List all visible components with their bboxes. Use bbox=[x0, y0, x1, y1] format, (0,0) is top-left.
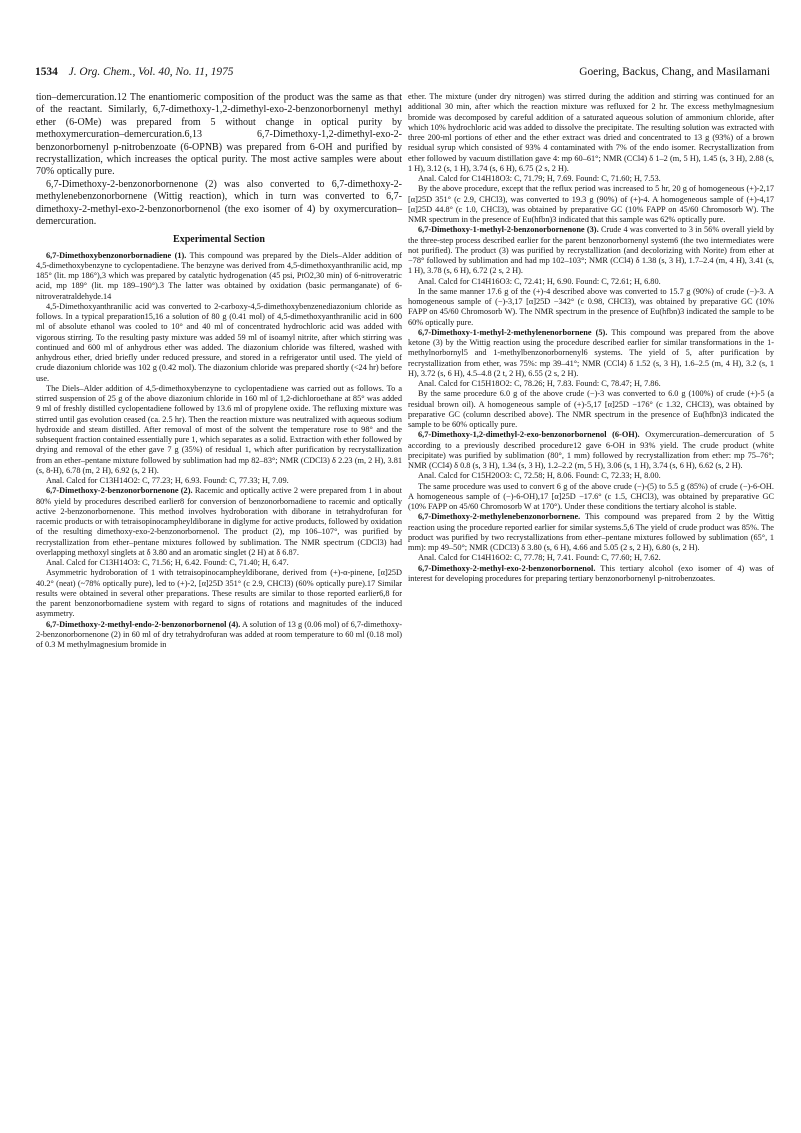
paragraph bbox=[408, 553, 774, 563]
paragraph-title: 6,7-Dimethoxybenzonorbornadiene (1). bbox=[46, 250, 187, 260]
paragraph bbox=[408, 184, 774, 225]
experimental-paragraphs bbox=[408, 92, 774, 584]
paragraph-text: 4,5-Dimethoxyanthranilic acid was converted to 2-carboxy-4,5-dimethoxybenzenediazonium chloride as follows. In a typical preparation15,16 a solution of 80 g (0.41 mol) of 4,5-dimethoxyanthranilic acid in 600 ml of absolute ethanol was cooled to 10° and 40 ml of concentrated hydrochloric acid was added with vigorous stirring. To the resulting pasty mixture was added 59 ml of isoamyl nitrite, after which stirring was continued and 600 ml of anhydrous ether was added. The diazonium chloride was filtered, washed with anhydrous ether, dried briefly under reduced pressure, and stored in a refrigerator until used. The yield of crude diazonium chloride was 102 g (0.42 mol). The diazonium chloride was prepared shortly (<24 hr) before use. bbox=[36, 301, 402, 383]
paragraph bbox=[36, 558, 402, 568]
paragraph bbox=[36, 486, 402, 558]
paragraph bbox=[408, 471, 774, 481]
paragraph-text: This compound was prepared from the above ketone (3) by the Wittig reaction using the procedure described earlier for similar transformations in the 1-methylnorbornyl5 and 1-methylbenzonorbornenyl6 systems. The yield of 5, after purification by recrystallization from ether, was 75%: mp 39–41°; NMR (CCl4) δ 1.52 (s, 3 H), 1.6–2.5 (m, 4 H), 3.2 (s, 1 H), 3.72 (s, 6 H), 4.5–4.8 (2 t, 2 H), 6.55 (2 s, 2 H). bbox=[408, 327, 774, 378]
paragraph bbox=[408, 92, 774, 174]
paragraph bbox=[408, 379, 774, 389]
paragraph-text: Asymmetric hydroboration of 1 with tetraisopinocampheyldiborane, derived from (+)-α-pinene, [α]25D 40.2° (neat) (~78% optically pure), led to (+)-2, [α]25D 351° (c 2.9, CHCl3) (60% optically pure).17 Similar results were obtained in several other preparations. These results are similar to those reported earlier6,8 for the parent benzonorbornadiene system with regard to signs of rotations and magnitudes of the induced asymmetry. bbox=[36, 568, 402, 619]
page-number: 1534 bbox=[35, 66, 58, 78]
paragraph-text: In the same manner 17.6 g of the (+)-4 described above was converted to 15.7 g (90%) of crude (−)-3. A homogeneous sample of (−)-3,17 [α]25D −342° (c 0.98, CHCl3), was obtained by preparative GC (10% FAPP on 45/60 Chromosorb W). The NMR spectrum in the presence of Eu(hfbn)3 indicated the sample to be 60% optically pure. bbox=[408, 286, 774, 327]
paragraph bbox=[408, 512, 774, 553]
paragraph bbox=[36, 568, 402, 619]
paragraph-text: Racemic and optically active 2 were prepared from 1 in about 80% yield by procedures described earlier8 for conversion of benzonorbornadiene to racemic and optically active 2-benzonorbornenone. This method involves hydroboration with diborane in tetrahydrofuran for racemic products or with tetraisopinocampheyldiborane in diglyme for active products, followed by oxidation of the resulting dimethoxy-exo-2-benzonorbornenol. The product (2), mp 106–107°, was purified by recrystallization from ether–pentane mixtures followed by sublimation. The NMR spectrum (CDCl3) had overlapping methoxyl singlets at δ 3.80 and an aromatic singlet (2 H) at δ 6.87. bbox=[36, 486, 402, 557]
experimental-paragraphs bbox=[36, 251, 402, 651]
paragraph-text: This compound was prepared by the Diels–Alder addition of 4,5-dimethoxybenzyne to cyclopentadiene. The benzyne was derived from 4,5-dimethoxyanthranilic acid, mp 185° (lit. mp 186°),3 which was prepared by catalytic hydrogenation (45 psi, PtO2,30 min) of 6-nitroveratric acid, mp 189° (lit. mp 189–190°).3 The latter was obtained by oxidation (basic permanganate) of 6-nitroveratraldehyde.14 bbox=[36, 250, 402, 301]
paragraph-text: Oxymercuration–demercuration of 5 according to a previously described procedure12 gave 6-OH in 93% yield. The crude product (white precipitate) was purified by sublimation (80°, 1 mm) followed by recrystallization from ether: mp 75–76°; NMR (CCl4) δ 0.8 (s, 3 H), 1.34 (s, 3 H), 1.2–2.2 (m, 5 H), 3.06 (s, 1 H), 3.74 (s, 6 H), 6.62 (s, 2 H). bbox=[408, 430, 775, 470]
paragraph-text: Anal. Calcd for C15H18O2: C, 78.26; H, 7.83. Found: C, 78.47; H, 7.86. bbox=[418, 379, 661, 388]
paragraph-text: Anal. Calcd for C14H18O3: C, 71.79; H, 7.69. Found: C, 71.60; H, 7.53. bbox=[418, 174, 661, 183]
paragraph-text: By the same procedure 6.0 g of the above crude (−)-3 was converted to 6.0 g (100%) of crude (+)-5 (a residual brown oil). A homogeneous sample of (+)-5,17 [α]25D −176° (c 1.32, CHCl3), was obtained by preparative GC (column described above). The NMR spectrum in the presence of Eu(hfbn)3 indicated the sample to be 60% optically pure. bbox=[408, 389, 774, 429]
paragraph-text: Anal. Calcd for C15H20O3: C, 72.58; H, 8.06. Found: C, 72.33; H, 8.00. bbox=[418, 471, 661, 481]
running-authors: Goering, Backus, Chang, and Masilamani bbox=[579, 66, 770, 78]
right-column bbox=[408, 92, 774, 584]
paragraph bbox=[36, 302, 402, 384]
paragraph-title: 6,7-Dimethoxy-1-methyl-2-methylenenorbornene (5). bbox=[418, 327, 608, 337]
paragraph bbox=[36, 384, 402, 476]
paragraph-text: This tertiary alcohol (exo isomer of 4) was of interest for developing procedures for preparing tertiary benzonorbornenyl p-nitrobenzoates. bbox=[408, 563, 774, 583]
paragraph-text: Anal. Calcd for C13H14O3: C, 71.56; H, 6.42. Found: C, 71.40; H, 6.47. bbox=[46, 558, 289, 568]
paragraph-text: The Diels–Alder addition of 4,5-dimethoxybenzyne to cyclopentadiene was carried out as follows. To a stirred suspension of 25 g of the above diazonium chloride in 160 ml of 1,2-dichloroethane at 85° was added 9 ml of freshly distilled cyclopentadiene followed by 13.6 ml of propylene oxide. The refluxing mixture was stirred until gas evolution ceased (ca. 2.5 hr). Then the reaction mixture was neutralized with aqueous sodium hydroxide and steam distilled. After removal of most of the solvent the temperature rose to 98° and the subsequent fraction contained essentially pure 1, which separates as a solid. Extraction with ether followed by drying and removal of the ether gave 7 g (35%) of residual 1, which after purification by recrystallization from an ether–pentane mixture followed by sublimation had mp 82–83°; NMR (CDCl3) δ 2.23 (m, 2 H), 3.81 (s, 8-H), 6.78 (m, 2 H), 6.92 (s, 2 H). bbox=[36, 383, 402, 475]
paragraph-title: 6,7-Dimethoxy-1,2-dimethyl-2-exo-benzonorbornenol (6-OH). bbox=[418, 430, 640, 440]
paragraph bbox=[36, 620, 402, 651]
paragraph-text: The same procedure was used to convert 6 g of the above crude (−)-(5) to 5.5 g (85%) of crude (−)-6-OH. A homogeneous sample of (−)-6-OH),17 [α]25D −17.6° (c 1.5, CHCl3), was obtained by preparative GC (10% FAPP on 45/60 Chromosorb W at 170°). Under these conditions the tertiary alcohol is stable. bbox=[408, 481, 774, 511]
paragraph bbox=[36, 476, 402, 486]
paragraph bbox=[408, 174, 774, 184]
paragraph-text: Anal. Calcd for C14H16O2: C, 77.78; H, 7.41. Found: C, 77.60; H, 7.62. bbox=[418, 553, 661, 563]
paragraph bbox=[408, 482, 774, 513]
paragraph-text: ether. The mixture (under dry nitrogen) was stirred during the addition and stirring was continued for an additional 30 min, after which the reaction mixture was refluxed for 2 hr. The excess methylmagnesium bromide was decomposed by careful addition of a saturated aqueous solution of ammonium chloride, after which 10% hydrochloric acid was added to dissolve the precipitate. The resulting solution was extracted with three 200-ml portions of ether and the ether extract was dried and concentrated to 13 g (93%) of a brown residual syrup which consisted of 93% 4 contaminated with 7% of the endo isomer. Recrystallization from ether followed by vacuum distillation gave 4: mp 60–61°; NMR (CCl4) δ 1–2 (m, 5 H), 1.45 (s, 3 H), 2.88 (s, 1 H), 3.12 (s, 1 H), 3.74 (s, 6 H), 6.75 (2 s, 2 H). bbox=[408, 92, 774, 173]
section-title: Experimental Section bbox=[173, 234, 265, 246]
paragraph bbox=[408, 430, 774, 471]
paragraph bbox=[408, 328, 774, 379]
paragraph bbox=[36, 251, 402, 302]
paragraph bbox=[408, 287, 774, 328]
paragraph-title: 6,7-Dimethoxy-2-methyl-endo-2-benzonorbornenol (4). bbox=[46, 619, 241, 629]
paragraph bbox=[408, 277, 774, 287]
journal-citation: J. Org. Chem., Vol. 40, No. 11, 1975 bbox=[68, 66, 234, 78]
page-header bbox=[35, 66, 770, 84]
paragraph-title: 6,7-Dimethoxy-2-benzonorbornenone (2). bbox=[46, 486, 193, 496]
left-column bbox=[36, 92, 402, 650]
paragraph bbox=[408, 564, 774, 585]
intro-paragraph: tion–demercuration.12 The enantiomeric composition of the product was the same as that of the reactant. Similarly, 6,7-dimethoxy-1,2-dimethyl-exo-2-benzonorbornenyl methyl ether (6-OMe) was prepared from 5 without change in optical purity by methoxymercuration–demercuration.6,13 6,7-Dimethoxy-1,2-dimethyl-exo-2-benzonorbornenyl p-nitrobenzoate (6-OPNB) was prepared from 6-OH and purified by recrystallization, which increases the optical purity. The most active samples were about 70% optically pure. bbox=[36, 92, 402, 178]
paragraph bbox=[408, 389, 774, 430]
paragraph bbox=[408, 225, 774, 276]
paragraph-title: 6,7-Dimethoxy-2-methylenebenzonorbornene. bbox=[418, 512, 581, 522]
paragraph-text: Anal. Calcd for C13H14O2: C, 77.23; H, 6.93. Found: C, 77.33; H, 7.09. bbox=[46, 476, 289, 486]
paragraph-text: This compound was prepared from 2 by the Wittig reaction using the procedure reported earlier for similar systems.5,6 The yield of crude product was 85%. The product was purified by two recrystallizations from ether–pentane mixtures followed by sublimation (65°, 1 mm): mp 49–50°; NMR (CDCl3) δ 3.80 (s, 6 H), 4.66 and 5.05 (2 s, 2 H), 6.80 (s, 2 H). bbox=[408, 512, 774, 552]
paragraph-text: A solution of 13 g (0.06 mol) of 6,7-dimethoxy-2-benzonorbornenone (2) in 60 ml of dry tetrahydrofuran was added at room temperature to 60 ml (0.18 mol) of 0.3 M methylmagnesium bromide in bbox=[36, 619, 402, 650]
paragraph-title: 6,7-Dimethoxy-1-methyl-2-benzonorbornenone (3). bbox=[418, 225, 599, 235]
paragraph-text: Crude 4 was converted to 3 in 56% overall yield by the three-step process described earlier for the parent benzonorbornenyl system6 (the two intermediates were not purified). The product (3) was purified by recrystallization (and decolorizing with Norite) from ether at −78° followed by sublimation and had mp 102–103°; NMR (CCl4) δ 1.38 (s, 3 H), 1.7–2.4 (m, 4 H), 3.41 (s, 1 H), 3.78 (s, 6 H), 6.72 (2 s, 2 H). bbox=[408, 225, 775, 276]
paragraph-text: By the above procedure, except that the reflux period was increased to 5 hr, 20 g of homogeneous (+)-2,17 [α]25D 351° (c 2.9, CHCl3), was converted to 19.3 g (90%) of (+)-4. A homogeneous sample of (+)-4,17 [α]25D 44.8° (c 1.0, CHCl3), was obtained by preparative GC (10% FAPP on 45/60 Chromosorb W). The NMR spectrum in the presence of Eu(hfbn)3 indicated that this sample was 62% optically pure. bbox=[408, 184, 774, 224]
paragraph-title: 6,7-Dimethoxy-2-methyl-exo-2-benzonorbornenol. bbox=[418, 563, 596, 573]
paragraph-text: Anal. Calcd for C14H16O3: C, 72.41; H, 6.90. Found: C, 72.61; H, 6.80. bbox=[418, 276, 661, 286]
intro-paragraph: 6,7-Dimethoxy-2-benzonorbornenone (2) was also converted to 6,7-dimethoxy-2-methylenebenzonorbornene (Wittig reaction), which in turn was converted to 6,7-dimethoxy-2-methyl-exo-2-benzonorbornenol (the exo isomer of 4) by oxymercuration–demercuration. bbox=[36, 178, 402, 228]
